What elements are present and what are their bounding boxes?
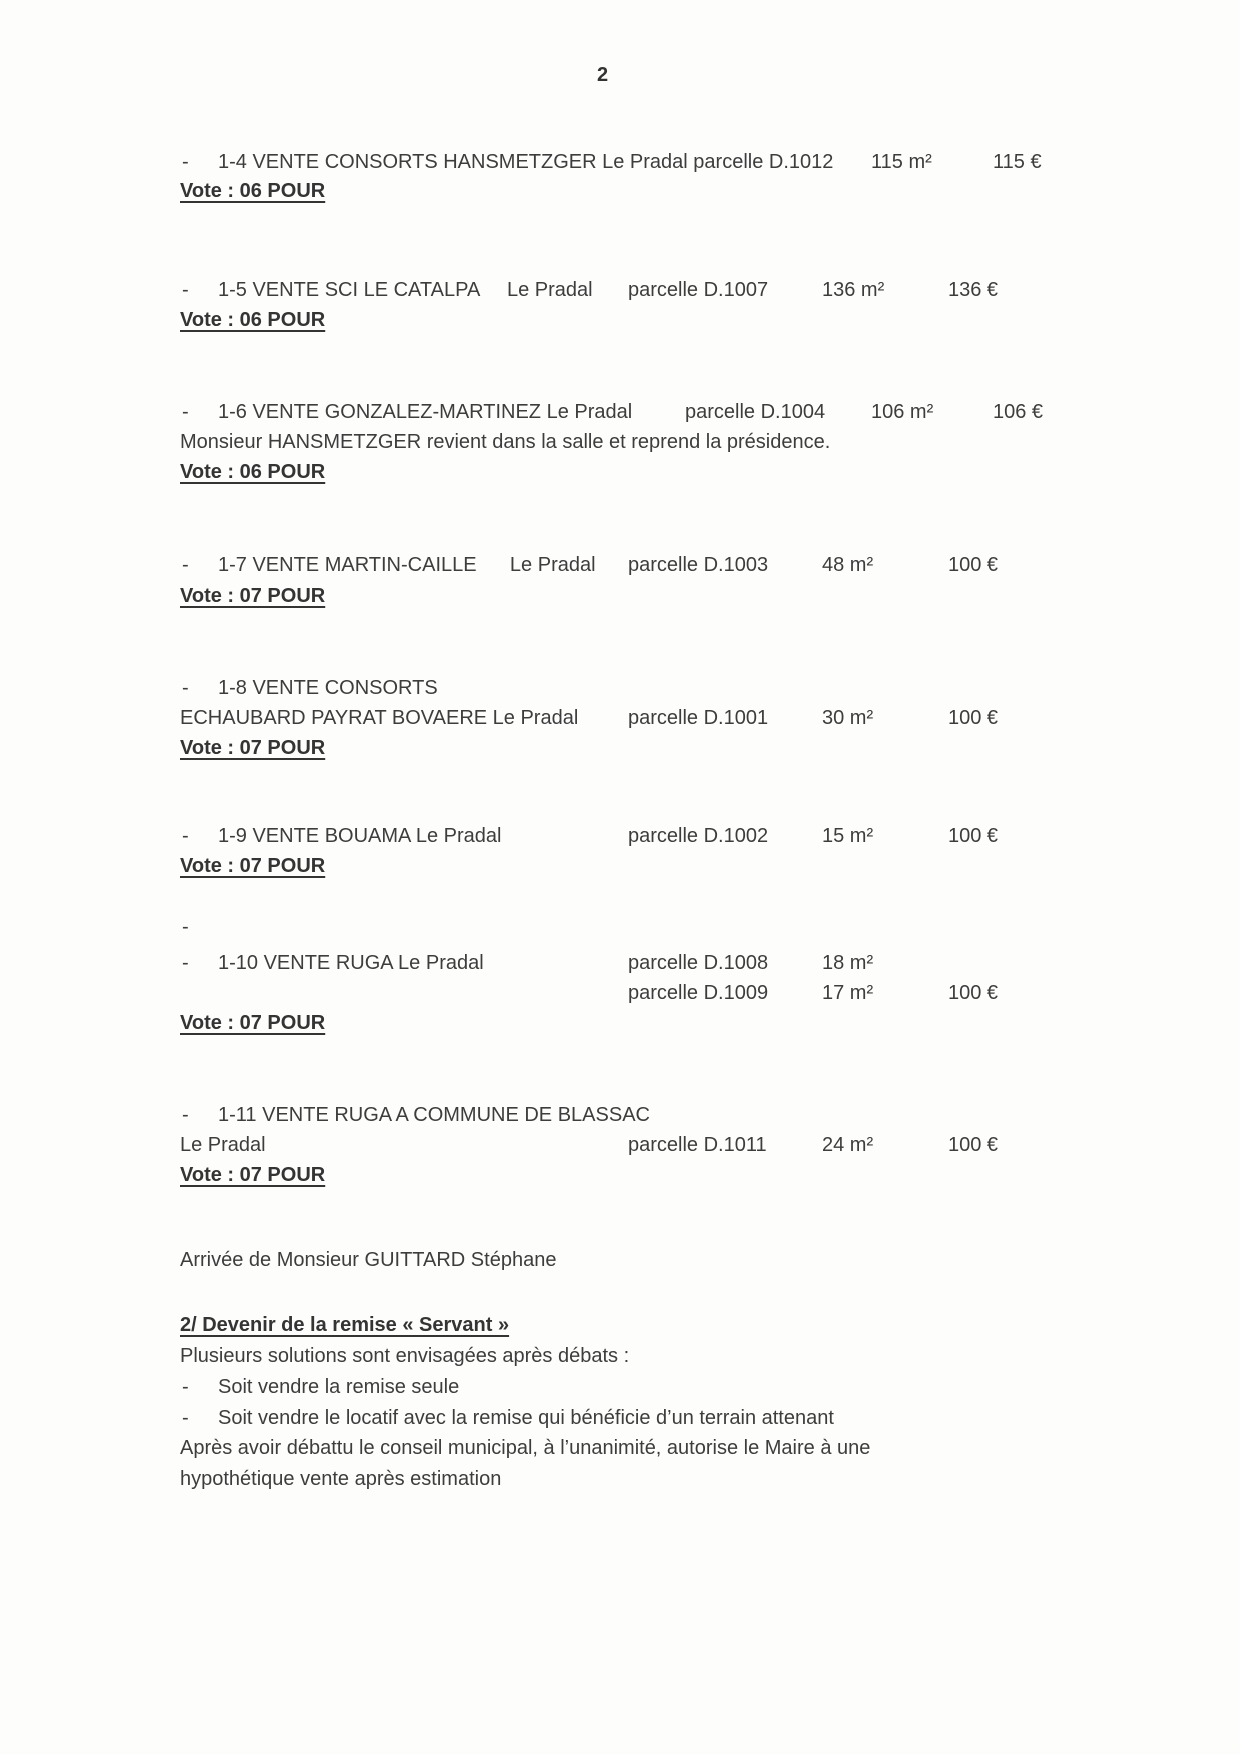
parcel-ref: parcelle D.1001 — [628, 707, 769, 729]
conclusion-line: Après avoir débattu le conseil municipal, à l’unanimité, autorise le Maire à une — [180, 1437, 871, 1459]
vote-result: Vote : 07 POUR — [180, 1164, 326, 1186]
entry-title-continued: ECHAUBARD PAYRAT BOVAERE Le Pradal — [180, 707, 579, 729]
vote-result: Vote : 07 POUR — [180, 855, 326, 877]
parcel-area: 15 m² — [822, 825, 874, 847]
bullet-dash: - — [182, 1407, 189, 1429]
bullet-dash: - — [182, 279, 189, 301]
parcel-ref: parcelle D.1007 — [628, 279, 769, 301]
page-number: 2 — [597, 64, 609, 86]
entry-title: 1-6 VENTE GONZALEZ-MARTINEZ Le Pradal — [218, 401, 633, 423]
parcel-ref: parcelle D.1008 — [628, 952, 769, 974]
vote-result: Vote : 07 POUR — [180, 585, 326, 607]
parcel-price: 100 € — [948, 707, 999, 729]
parcel-area: 24 m² — [822, 1134, 874, 1156]
parcel-price: 100 € — [948, 982, 999, 1004]
vote-result: Vote : 07 POUR — [180, 1012, 326, 1034]
bullet-dash: - — [182, 554, 189, 576]
parcel-price: 100 € — [948, 825, 999, 847]
option-item: Soit vendre le locatif avec la remise qui bénéficie d’un terrain attenant — [218, 1407, 834, 1429]
entry-title: 1-4 VENTE CONSORTS HANSMETZGER Le Pradal parcelle D.1012 — [218, 151, 834, 173]
parcel-price: 136 € — [948, 279, 999, 301]
parcel-area: 136 m² — [822, 279, 885, 301]
bullet-dash: - — [182, 952, 189, 974]
vote-result: Vote : 06 POUR — [180, 461, 326, 483]
parcel-price: 100 € — [948, 554, 999, 576]
vote-result: Vote : 06 POUR — [180, 309, 326, 331]
entry-title: 1-10 VENTE RUGA Le Pradal — [218, 952, 484, 974]
entry-title: 1-7 VENTE MARTIN-CAILLE Le Pradal — [218, 554, 596, 576]
parcel-ref: parcelle D.1011 — [628, 1134, 767, 1156]
entry-title: 1-9 VENTE BOUAMA Le Pradal — [218, 825, 502, 847]
entry-title: 1-5 VENTE SCI LE CATALPA Le Pradal — [218, 279, 593, 301]
bullet-dash: - — [182, 151, 189, 173]
parcel-ref: parcelle D.1004 — [685, 401, 826, 423]
entry-title: 1-8 VENTE CONSORTS — [218, 677, 438, 699]
entry-title: 1-11 VENTE RUGA A COMMUNE DE BLASSAC — [218, 1104, 650, 1126]
vote-result: Vote : 06 POUR — [180, 180, 326, 202]
parcel-price: 100 € — [948, 1134, 999, 1156]
stray-dash: - — [182, 916, 189, 938]
parcel-price: 106 € — [993, 401, 1044, 423]
parcel-area: 48 m² — [822, 554, 874, 576]
option-item: Soit vendre la remise seule — [218, 1376, 460, 1398]
arrival-note: Arrivée de Monsieur GUITTARD Stéphane — [180, 1249, 557, 1271]
section-intro: Plusieurs solutions sont envisagées après débats : — [180, 1345, 630, 1367]
parcel-area-2: 17 m² — [822, 982, 874, 1004]
conclusion-line: hypothétique vente après estimation — [180, 1468, 502, 1490]
bullet-dash: - — [182, 677, 189, 699]
parcel-ref: parcelle D.1002 — [628, 825, 769, 847]
parcel-ref: parcelle D.1003 — [628, 554, 769, 576]
parcel-area: 115 m² — [871, 151, 932, 173]
bullet-dash: - — [182, 401, 189, 423]
section-heading: 2/ Devenir de la remise « Servant » — [180, 1314, 510, 1336]
session-note: Monsieur HANSMETZGER revient dans la salle et reprend la présidence. — [180, 431, 831, 453]
bullet-dash: - — [182, 1104, 189, 1126]
parcel-area: 30 m² — [822, 707, 874, 729]
parcel-price: 115 € — [993, 151, 1042, 173]
vote-result: Vote : 07 POUR — [180, 737, 326, 759]
entry-title-continued: Le Pradal — [180, 1134, 266, 1156]
parcel-area: 18 m² — [822, 952, 874, 974]
parcel-area: 106 m² — [871, 401, 934, 423]
bullet-dash: - — [182, 1376, 189, 1398]
bullet-dash: - — [182, 825, 189, 847]
parcel-ref-2: parcelle D.1009 — [628, 982, 769, 1004]
